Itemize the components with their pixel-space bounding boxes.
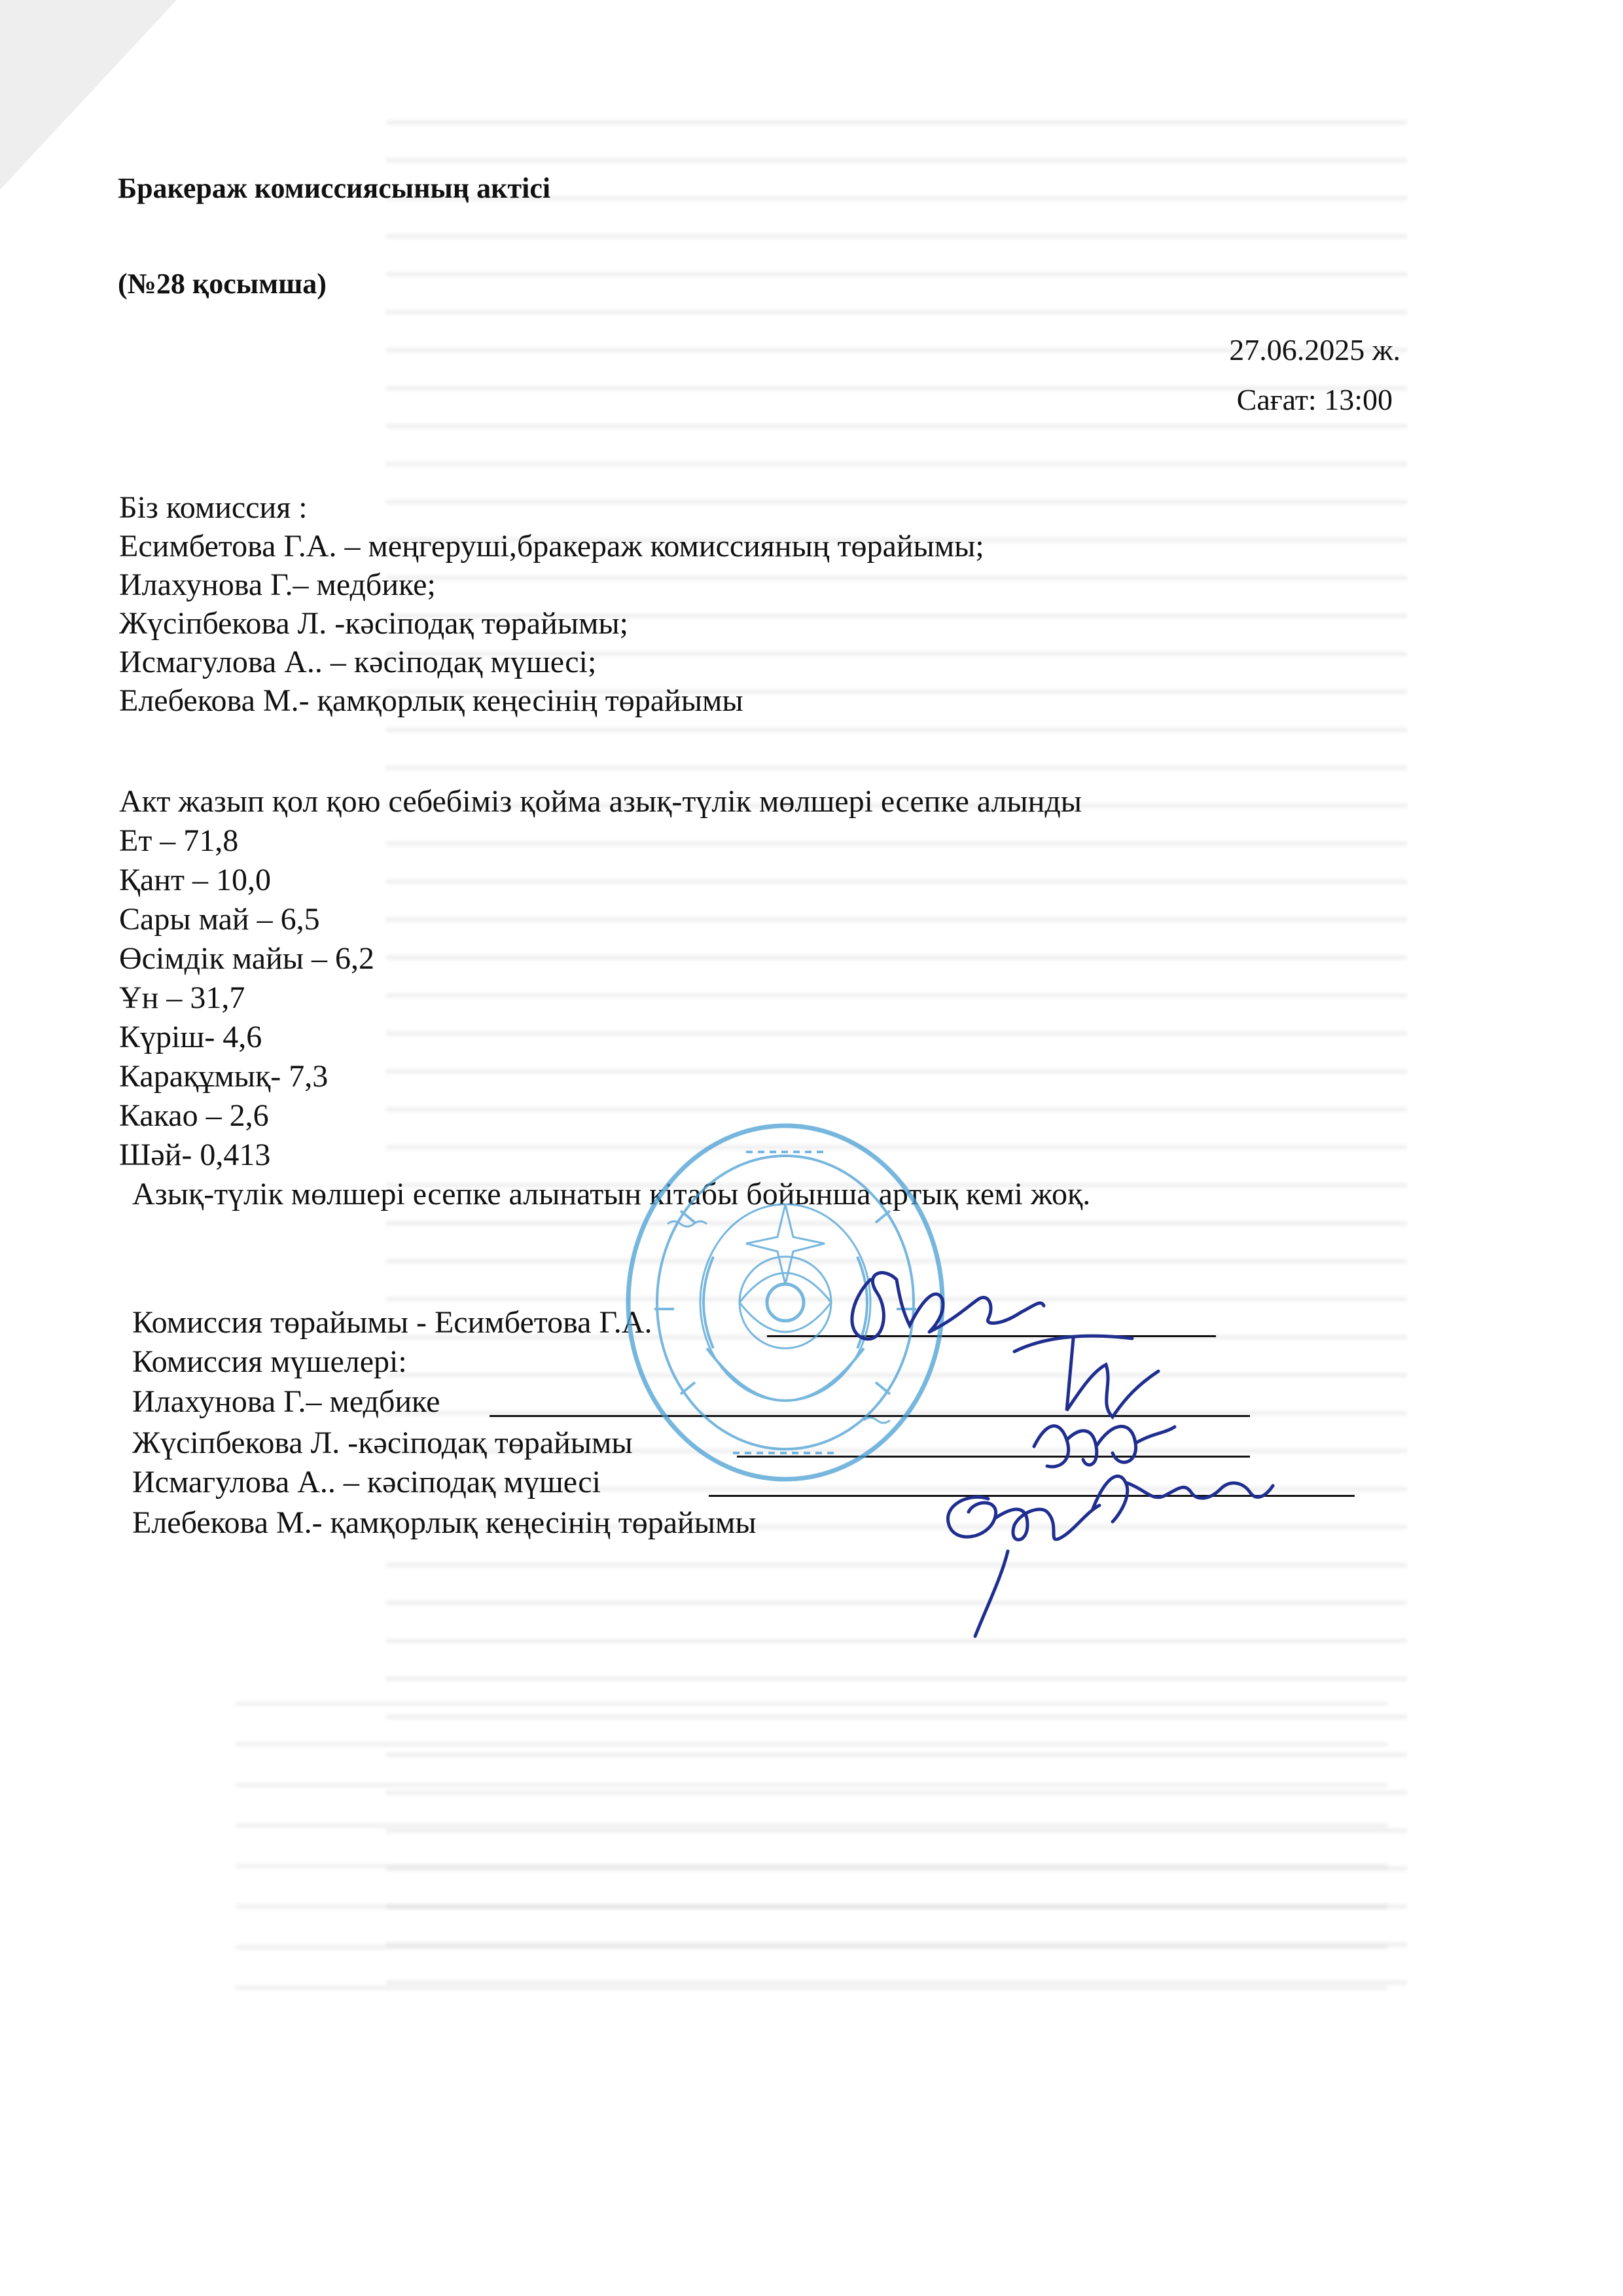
inventory-item: Өсімдік майы – 6,2 [119,941,375,976]
commission-member: Есимбетова Г.А. – меңгеруші,бракераж комиссияның төрайымы; [119,529,984,564]
member-handwritten-signature [929,1473,1113,1643]
member-signature-label: Елебекова М.- қамқорлық кеңесінің төрайымы [132,1505,757,1540]
members-label: Комиссия мүшелері: [132,1344,407,1379]
inventory-item: Күріш- 4,6 [119,1020,262,1054]
member-signature-label: Жүсіпбекова Л. -кәсіподақ төрайымы [132,1426,633,1460]
folded-corner [0,0,177,190]
inventory-item: Ұн – 31,7 [119,980,245,1015]
inventory-item: Шәй- 0,413 [119,1138,271,1172]
inventory-item: Карақұмық- 7,3 [119,1059,329,1094]
commission-member: Жүсіпбекова Л. -кәсіподақ төрайымы; [119,606,628,641]
inventory-item: Какао – 2,6 [119,1098,269,1133]
inventory-item: Қант – 10,0 [119,863,271,897]
inventory-item: Ет – 71,8 [119,823,239,858]
chair-signature-label: Комиссия төрайымы - Есимбетова Г.А. [132,1305,652,1340]
member-signature-label: Исмагулова А.. – кәсіподақ мүшесі [132,1465,601,1499]
commission-member: Илахунова Г.– медбике; [119,567,436,602]
document-time: Сағат: 13:00 [1236,383,1393,416]
act-conclusion: Азық-түлік мөлшері есепке алынатын кітабы бойынша артық кемі жоқ. [132,1177,1091,1211]
inventory-item: Сары май – 6,5 [119,902,320,937]
document-date: 27.06.2025 ж. [1229,333,1400,367]
reverse-side-bleed-through-lower [236,1676,1387,2003]
appendix-number: (№28 қосымша) [118,268,327,300]
member-signature-label: Илахунова Г.– медбике [132,1384,440,1419]
document-title: Бракераж комиссиясының актісі [118,172,551,204]
commission-member: Елебекова М.- қамқорлық кеңесінің төрайымы [119,683,743,718]
commission-intro: Біз комиссия : [119,490,308,525]
commission-member: Исмагулова А.. – кәсіподақ мүшесі; [119,645,597,679]
act-reason: Акт жазып қол қою себебіміз қойма азық-түлік мөлшері есепке алынды [119,784,1082,819]
